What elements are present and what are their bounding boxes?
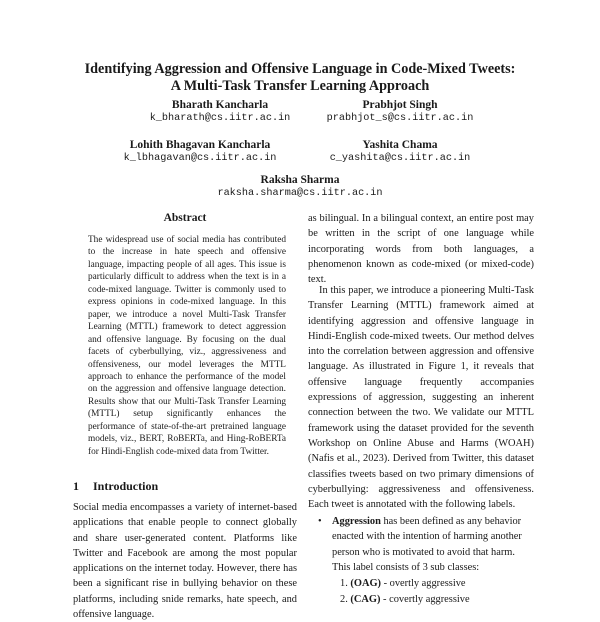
bullet-description: has been defined as any behavior enacted with the intention of harming another person who is motivated to avoid that harm. This label consists of 3 sub classes: (332, 516, 522, 573)
continued-paragraph: as bilingual. In a bilingual context, an entire post may be written in the script of one language while incorporating words from both languages, a phenomenon known as code-mixed (or mixed-code) text. (308, 213, 534, 286)
author-email: raksha.sharma@cs.iitr.ac.in (217, 188, 383, 199)
abstract-text: The widespread use of social media has contributed to the increase in hate speech and offensive language, impacting people of all ages. This issue is particularly difficult to address when the text is in a code-mixed language. Twitter is commonly used to express opinions in code-mixed language. In this paper, we introduce a novel Multi-Task Transfer Learning (MTTL) framework to detect aggression and offensive language. By focusing on the dual facets of cyberbullying, viz., aggressiveness and offensiveness, our model leverages the MTTL approach to enhance the performance of the model on the aggression and offensive language detection. Results show that our Multi-Task Transfer Learning (MTTL) setup significantly enhances the performance of state-of-the-art pretrained language models, viz., BERT, RoBERTa, and Hing-RoBERTa for Hindi-English code-mixed data from Twitter. (88, 235, 286, 457)
bullet-term: Aggression (332, 516, 381, 527)
right-paragraph-2 (308, 283, 534, 512)
mttl-paragraph: In this paper, we introduce a pioneering Multi-Task Transfer Learning (MTTL) framework aimed at identifying aggression and offensive language in Hindi-English code-mixed tweets. Our method delves into the correlation between aggression and offensive language. As illustrated in Figure 1, it reveals that offensive language frequently accompanies expressions of aggression, suggesting an inherent connection between the two. We validate our MTTL framework using the dataset provided for the seventh Workshop on Online Abuse and Harms (WOAH) (Nafis et al., 2023). Derived from Twitter, this dataset classifies tweets based on two primary dimensions of cyberbullying: aggressiveness and offensiveness. Each tweet is annotated with the following labels. (308, 285, 534, 511)
author-name: Yashita Chama (362, 139, 438, 151)
paper-title (60, 61, 540, 95)
abstract-heading: Abstract (163, 212, 207, 224)
author-email: k_lbhagavan@cs.iitr.ac.in (123, 153, 277, 164)
bullet-dot-icon: • (318, 516, 322, 527)
bullet-body (332, 514, 534, 575)
section-title: Introduction (93, 479, 159, 493)
right-paragraph-1 (308, 211, 534, 287)
sub-item-oag (340, 576, 466, 591)
intro-left-column (73, 500, 297, 622)
title-line-2: A Multi-Task Transfer Learning Approach (170, 78, 430, 94)
author-2 (280, 98, 520, 126)
section-heading (73, 479, 158, 494)
sub-item-number: 2. (340, 594, 348, 605)
sub-item-code: (OAG) (350, 578, 381, 589)
sub-item-desc: - covertly aggressive (380, 594, 470, 605)
sub-item-number: 1. (340, 578, 348, 589)
sub-item-desc: - overtly aggressive (381, 578, 466, 589)
author-name: Lohith Bhagavan Kancharla (129, 139, 271, 151)
title-line-1: Identifying Aggression and Offensive Language in Code-Mixed Tweets: (84, 61, 516, 77)
author-email: prabhjot_s@cs.iitr.ac.in (326, 113, 474, 124)
author-email: c_yashita@cs.iitr.ac.in (329, 153, 471, 164)
author-name: Bharath Kancharla (171, 99, 269, 111)
author-5 (180, 173, 420, 201)
author-name: Prabhjot Singh (362, 99, 438, 111)
author-email: k_bharath@cs.iitr.ac.in (149, 113, 291, 124)
sub-item-code: (CAG) (350, 594, 381, 605)
intro-paragraph: Social media encompasses a variety of internet-based applications that enable people to connect globally and share user-generated content. Platforms like Twitter and Facebook are among the most popular applications on the internet today. However, there has been a significant rise in bullying behavior on these platforms, including snide remarks, hate speech, and offensive language. (73, 502, 297, 621)
section-number: 1 (73, 479, 79, 493)
author-4 (280, 138, 520, 166)
author-name: Raksha Sharma (260, 174, 340, 186)
